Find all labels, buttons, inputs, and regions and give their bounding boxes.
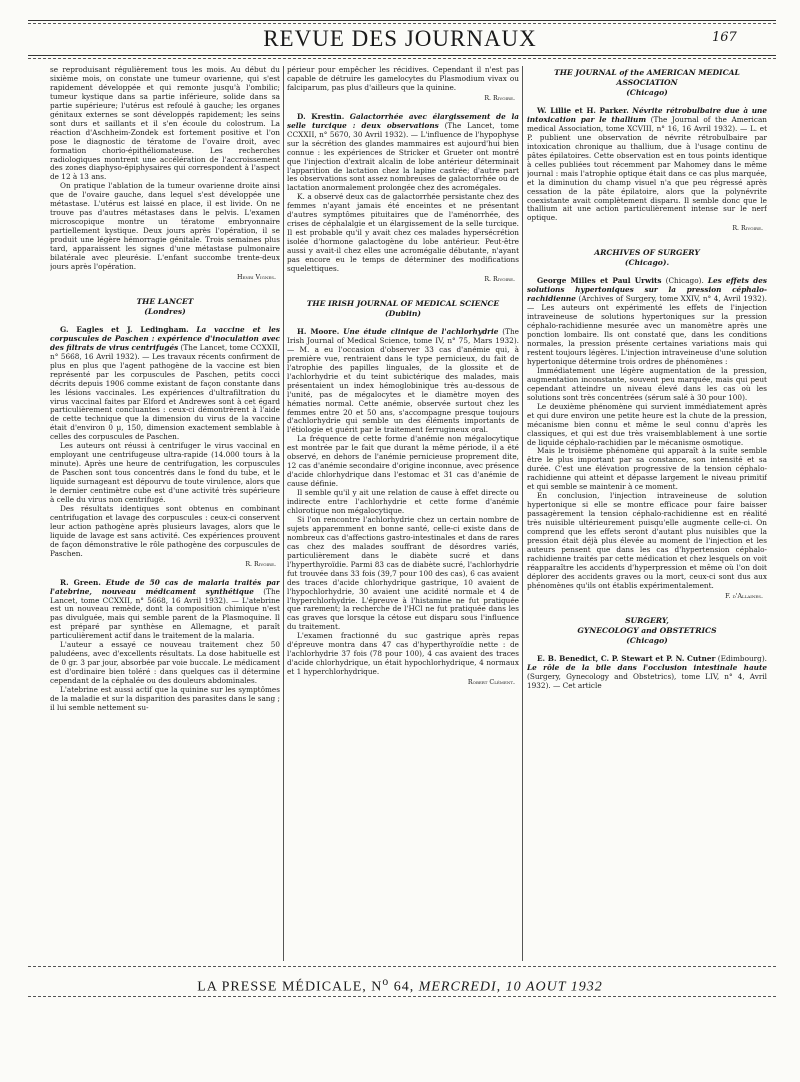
article-lillie-parker bbox=[527, 107, 767, 234]
paragraph: Mais le troisième phénomène qui apparaît à la suite semble être le plus important par sa constance, son intensité et sa durée. C'est une élévation progressive de la tension céphalo-rachidienne qui atteint et dépasse largement le niveau primitif et qui semble se maintenir à ce moment. bbox=[527, 446, 767, 492]
footer-bottom-dashed-rule bbox=[28, 996, 776, 997]
article-authors: H. Moore. bbox=[297, 326, 340, 336]
section-heading-jama: THE JOURNAL of the AMERICAN MEDICAL ASSOCIATION bbox=[554, 68, 740, 87]
article-authors: W. Lillie et H. Parker. bbox=[537, 106, 629, 115]
article-lead bbox=[527, 277, 767, 367]
footer-number-sup: o bbox=[382, 975, 390, 988]
section-heading-irish-journal: THE IRISH JOURNAL OF MEDICAL SCIENCE bbox=[306, 298, 500, 308]
article-affiliation: (Edimbourg). bbox=[715, 653, 767, 663]
paragraph: En conclusion, l'injection intraveineuse de solution hypertonique si elle se montre efficace pour faire baisser passagèrement la tension céphalo-rachidienne est en réalité très nuisible ultérieurement puisqu'elle augmente celle-ci. On comprend que les effets seront d'autant plus nuisibles que la pression était déjà plus élevée au moment de l'injection et les auteurs pensent que dans les cas d'hypertension céphalo-rachidienne traités par cette médication et chez lesquels on voit réapparaître les accidents d'hyperpression et même où l'on doit déplorer des accidents graves ou la mort, ceux-ci sont dus aux phénomènes qu'ils ont établis expérimentalement. bbox=[527, 491, 767, 590]
page-number: 167 bbox=[712, 30, 737, 45]
column-1 bbox=[50, 66, 280, 961]
section-location: (Chicago) bbox=[626, 635, 668, 645]
article-green bbox=[50, 579, 280, 713]
paragraph: K. a observé deux cas de galactorrhée persistante chez des femmes n'ayant jamais été enceintes et ne présentant d'autres symptômes pituitaires que de l'aménorrhée, des crises de céphalalgie et un élargissement de la selle turcique. Il est probable qu'il y avait chez ces malades hypersécrétion isolée d'hormone galactogène du lobe antérieur. Peut-être aussi y avait-il chez elles une acromégalie débutante, n'ayant pas encore eu le temps de déterminer des modifications squelettiques. bbox=[287, 192, 519, 274]
paragraph: Si l'on rencontre l'achlorhydrie chez un certain nombre de sujets apparemment en bonne santé, celle-ci existe dans de nombreux cas d'affections gastro-intestinales et dans de rares cas chez des malades souffrant de désordres variés, particulièrement dans le diabète sucré et dans l'hyperthyroïdie. Parmi 83 cas de diabète sucré, l'achlorhydrie fut trouvée dans 33 fois (39,7 pour 100 des cas), 6 cas avaient des traces d'acide chlorhydrique gastrique, 10 avaient de l'hypochlorhydrie, 30 avaient une acidité normale et 4 de l'hyperchlorhydrie. L'épreuve à l'histamine ne fut pratiquée que rarement; la recherche de l'HCl ne fut pratiquée dans les cas graves que lorsque la cétose eut disparu sous l'influence du traitement. bbox=[287, 514, 519, 632]
section-heading-archives-surgery: ARCHIVES OF SURGERY bbox=[594, 248, 700, 258]
author-signature: R. Rivoire. bbox=[484, 94, 515, 102]
author-signature: R. Rivoire. bbox=[484, 275, 515, 283]
paragraph: On pratique l'ablation de la tumeur ovarienne droite ainsi que de l'ovaire gauche, dans lequel s'est développée une métastase. L'utérus est laissé en place, il est livide. On ne trouve pas d'autres métastases dans le pelvis. L'examen microscopique montre un tératome embryonnaire partiellement kystique. Deux jours après l'opération, il se produit une légère hémorragie génitale. Trois semaines plus tard, apparaissent les signes d'une métastase pulmonaire bilatérale avec pleurésie. L'enfant succombe trente-deux jours après l'opération. bbox=[50, 181, 280, 271]
article-text: (The Irish Journal of Medical Science, tome IV, n° 75, Mars 1932). — M. a eu l'occasion d'observer 33 cas d'anémie qui, à première vue, rentraient dans le type pernicieux, du fait de l'atrophie des papilles linguales, de la glossite et de l'achlorhydrie et du teint subictérique des malades, mais présentaient un index hémoglobinique très au-dessous de l'unité, pas de mégalocytes et le diamètre moyen des hématies normal. Cette anémie, observée surtout chez les femmes entre 20 et 50 ans, s'accompagne presque toujours d'achlorhydrie qui semble un des éléments importants de l'étiologie et guérit par le traitement ferrugineux oral. bbox=[287, 326, 519, 435]
column-separator bbox=[283, 66, 284, 961]
article-milles-urwits bbox=[527, 277, 767, 601]
column-3 bbox=[527, 66, 767, 961]
article-moore bbox=[287, 328, 519, 688]
section-heading-gynecology: GYNECOLOGY and OBSTETRICS bbox=[577, 625, 717, 635]
author-signature: F. d'Allaines. bbox=[725, 592, 763, 600]
article-lead bbox=[287, 328, 519, 435]
author-signature: Henri Vignes. bbox=[237, 273, 276, 281]
article-title: Névrite rétrobulbaire due à une intoxication par le thallium bbox=[527, 106, 767, 124]
article-affiliation: (Chicago). bbox=[661, 276, 708, 286]
paragraph: L'auteur a essayé ce nouveau traitement chez 50 paludéens, avec d'excellents résultats. La dose habituelle est de 0 gr. 3 par jour, absorbée par voie buccale. Le médicament est d'ordinaire bien toléré : dans quelques cas il détermine cependant de la céphalée ou des douleurs abdominales. bbox=[50, 640, 280, 686]
paragraph: L'examen fractionné du suc gastrique après repas d'épreuve montra dans 47 cas d'hyperthyroïdie nette : de l'achlorhydrie 37 fois (78 pour 100), 4 cas avaient des traces d'acide chlorhydrique, un était hypochlorhydrique, 4 normaux et 1 hyperchlorhydrique. bbox=[287, 631, 519, 677]
article-lead bbox=[287, 113, 519, 194]
article-lead bbox=[527, 107, 767, 223]
article-lead bbox=[50, 579, 280, 642]
article-authors: George Milles et Paul Urwits bbox=[537, 276, 662, 286]
paragraph: Immédiatement une légère augmentation de la pression, augmentation inconstante, souvent peu marquée, mais qui peut cependant atteindre un niveau élevé dans les cas où les solutions sont très concentrées (sérum salé à 30 pour 100). bbox=[527, 365, 767, 402]
footer-journal: LA PRESSE MÉDICALE, N bbox=[197, 979, 383, 995]
article-text: (The Lancet, tome CCXXII, n° 5668, 16 Avril 1932). — Les travaux récents confirment de plus en plus que l'agent pathogène de la vaccine est bien représenté par les corpuscules de Paschen, petits cocci décrits depuis 1906 comme existant de façon constante dans les lésions vaccinales. Les expériences d'ultrafiltration du virus vaccinal faites par Elford et Andrewes sont à cet égard particulièrement concluantes : ceux-ci démontrèrent à l'aide de cette technique que la dimension du virus de la vaccine était d'environ 0 µ, 150, dimension exactement semblable à celles des corpuscules de Paschen. bbox=[50, 342, 280, 442]
column-2 bbox=[287, 66, 519, 961]
article-title: Une étude clinique de l'achlorhydrie bbox=[343, 326, 499, 336]
paragraph: se reproduisant régulièrement tous les mois. Au début du sixième mois, on constate une tumeur ovarienne, qui s'est rapidement développée et qui remonte jusqu'à l'ombilic; tumeur kystique dans sa partie inférieure, solide dans sa partie supérieure; l'utérus est refoulé à gauche; les organes génitaux externes se sont développés rapidement; les seins sont durs et saillants et il s'en écoule du colostrum. La réaction d'Aschheim-Zondek est fortement positive et l'on pose le diagnostic de tératome de l'ovaire droit, avec formation chorio-épithéliomateuse. Les recherches radiologiques montrent une accélération de l'accroissement des zones diaphyso-épiphysaires qui correspondent à l'aspect de 12 à 13 ans. bbox=[50, 66, 280, 182]
footer-date: MERCREDI, 10 AOUT 1932 bbox=[418, 979, 603, 995]
header-bottom-dashed-rule bbox=[28, 58, 776, 59]
article-authors: R. Green. bbox=[60, 577, 101, 587]
page-title: REVUE DES JOURNAUX bbox=[263, 26, 537, 51]
paragraph: L'atebrine est aussi actif que la quinine sur les symptômes de la maladie et sur la disparition des parasites dans le sang ; il lui semble nettement su- bbox=[50, 685, 280, 712]
section-location: (Chicago) bbox=[626, 88, 668, 97]
article-title: La vaccine et les corpuscules de Paschen : expérience d'inoculation avec des filtrats de virus centrifugés bbox=[50, 324, 280, 352]
header-bottom-rule bbox=[28, 55, 776, 56]
header-top-rule bbox=[28, 20, 776, 21]
footer-number: 64, bbox=[389, 979, 419, 995]
article-text: (The Journal of the American medical Association, tome XCVIII, n° 16, 16 Avril 1932). — L. et P. publient une observation de névrite rétrobulbaire par intoxication chronique au thallium, due à l'usage continu de pâtes épilatoires. Cette observation est en tous points identique à celles publiées tout récemment par Mahomey dans le même journal : mais l'atrophie optique était dans ce cas plus marquée, et la diminution du champ visuel n'a que peu régressé après cessation de la pâte épilatoire, alors que la polynévrite coexistante avait complètement disparu. Il semble donc que le thallium ait une action particulièrement intense sur le nerf optique. bbox=[527, 114, 767, 223]
article-text: (Archives of Surgery, tome XXIV, n° 4, Avril 1932). — Les auteurs ont expérimenté les effets de l'injection intraveineuse de solutions hypertoniques sur la pression céphalo-rachidienne mesurée avec un manomètre après une ponction lombaire. Ils ont constaté que, dans les conditions normales, la pression présente certaines variations mais qui restent toujours légères. L'injection intraveineuse d'une solution hypertonique détermine trois ordres de phénomènes : bbox=[527, 294, 767, 366]
article-title: Les effets des solutions hypertoniques sur la pression céphalo-rachidienne bbox=[527, 276, 767, 304]
article-text: (The Lancet, tome CCXXII, n° 5670, 30 Avril 1932). — L'influence de l'hypophyse sur la sécrétion des glandes mammaires est aujourd'hui bien connue : les expériences de Stricker et Grueter ont montré que l'injection d'extrait alcalin de lobe antérieur déterminait l'apparition de lactation chez la lapine castrée; d'autre part les observations sont assez nombreuses de galactorrhée ou de lactation anormalement prolongée chez des acromégales. bbox=[287, 120, 519, 193]
section-heading-surgery: SURGERY, bbox=[625, 615, 669, 625]
article-krestin bbox=[287, 113, 519, 285]
article-authors: D. Krestin. bbox=[297, 111, 345, 121]
footer-dashed-rule bbox=[28, 966, 776, 967]
author-signature: R. Rivoire. bbox=[732, 225, 763, 233]
article-benedict bbox=[527, 655, 767, 691]
paragraph: Des résultats identiques sont obtenus en combinant centrifugation et lavage des corpuscules : ceux-ci conservent leur action pathogène après plusieurs lavages, alors que le liquide de lavage est sans activité. Ces expériences prouvent de façon démonstrative le rôle pathogène des corpuscules de Paschen. bbox=[50, 503, 280, 558]
paragraph: Les auteurs ont réussi à centrifuger le virus vaccinal en employant une centrifugeuse ultra-rapide (14.000 tours à la minute). Après une heure de centrifugation, les corpuscules de Paschen sont tous concentrés dans le fond du tube, et le liquide surnageant est dépourvu de toute virulence, alors que le dernier centimètre cube est d'une activité très supérieure à celle du virus non centrifugé. bbox=[50, 441, 280, 504]
paragraph: périeur pour empêcher les récidives. Cependant il n'est pas capable de détruire les gamelocytes du Plasmodium vivax ou falciparum, pas plus d'ailleurs que la quinine. bbox=[287, 66, 519, 92]
section-location: (Chicago). bbox=[624, 258, 670, 268]
article-lead bbox=[50, 326, 280, 442]
author-signature: R. Rivoire. bbox=[245, 560, 276, 568]
column-separator bbox=[522, 66, 523, 961]
section-location: (Londres) bbox=[144, 306, 186, 316]
header-dashed-rule bbox=[28, 23, 776, 24]
section-location: (Dublin) bbox=[385, 308, 421, 318]
section-heading-lancet: THE LANCET bbox=[136, 296, 194, 306]
article-eagles-ledingham bbox=[50, 326, 280, 570]
author-signature: Robert Clément. bbox=[467, 679, 515, 687]
paragraph: Il semble qu'il y ait une relation de cause à effet directe ou indirecte entre l'achlorhydrie et cette forme d'anémie chlorotique non mégalocytique. bbox=[287, 488, 519, 515]
paragraph: La fréquence de cette forme d'anémie non mégalocytique est montrée par le fait que durant la même période, il a été observé, en dehors de l'anémie pernicieuse proprement dite, 12 cas d'anémie secondaire d'origine inconnue, avec présence d'acide chlorhydrique dans l'estomac et 31 cas d'anémie de cause définie. bbox=[287, 434, 519, 489]
paragraph: Le deuxième phénomène qui survient immédiatement après et qui dure environ une petite heure est la chute de la pression, mécanisme bien connu et même le seul connu d'après les classiques, et qui est due très vraisemblablement à une sortie de liquide céphalo-rachidien par le mécanisme osmotique. bbox=[527, 401, 767, 447]
article-authors: E. B. Benedict, C. P. Stewart et P. N. Cutner bbox=[537, 653, 716, 663]
article-title: Le rôle de la bile dans l'occlusion intestinale haute bbox=[527, 662, 767, 672]
article-title: Galactorrhée avec élargissement de la selle turcique : deux observations bbox=[287, 111, 519, 130]
article-authors: G. Eagles et J. Ledingham. bbox=[60, 324, 189, 334]
article-text: (The Lancet, tome CCXXII, n° 5668, 16 Avril 1932). — L'atebrine est un nouveau remède, dont la composition chimique n'est pas divulguée, mais qui semble parent de la Plasmoquine. Il est préparé par synthèse en Allemagne, et paraît particulièrement actif dans le traitement de la malaria. bbox=[50, 586, 280, 641]
article-title: Etude de 50 cas de malaria traités par l'atebrine, nouveau médicament synthétique bbox=[50, 577, 280, 596]
article-text: (Surgery, Gynecology and Obstetrics), tome LIV, n° 4, Avril 1932). — Cet article bbox=[527, 671, 767, 690]
article-lead bbox=[527, 655, 767, 691]
footer-journal-line bbox=[0, 975, 800, 996]
